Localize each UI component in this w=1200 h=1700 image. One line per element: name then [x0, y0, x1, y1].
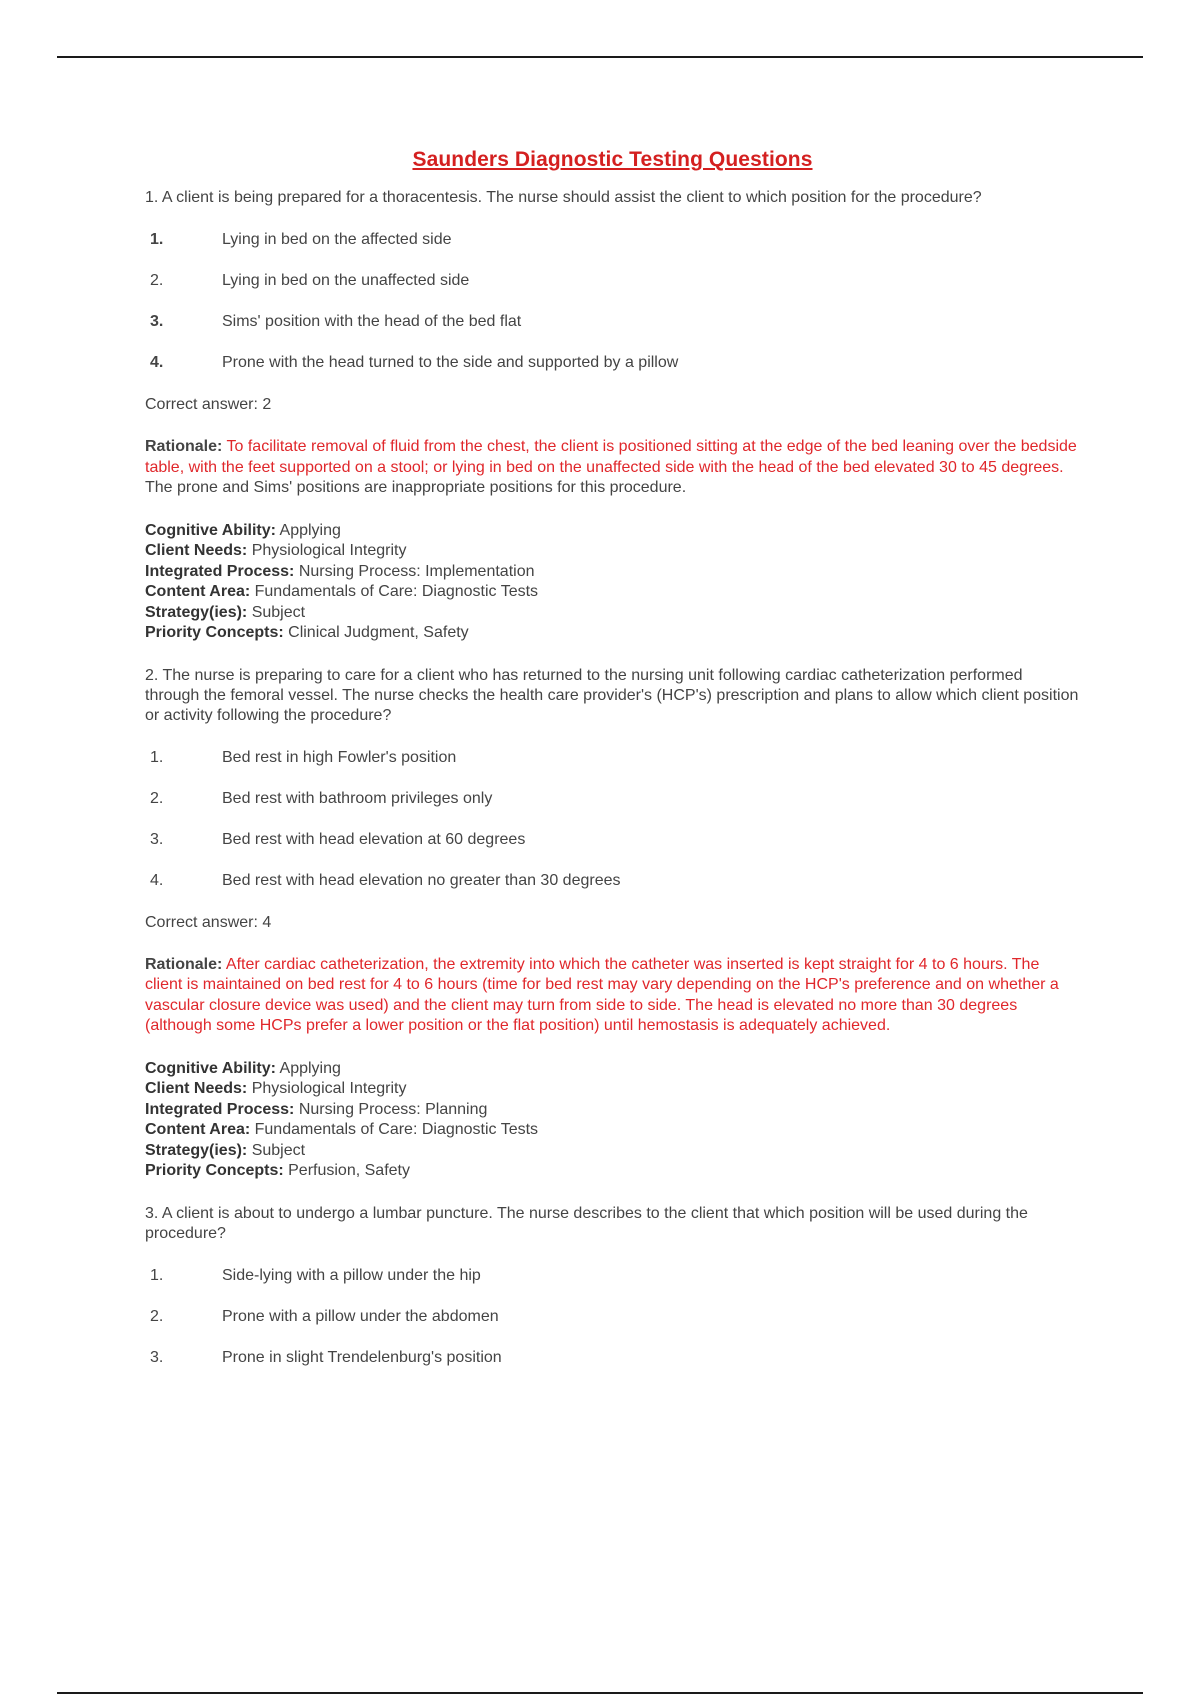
answer-option	[145, 830, 1080, 850]
rationale-label: Rationale:	[145, 955, 223, 973]
question-metadata	[145, 521, 1080, 644]
answer-option	[145, 353, 1080, 373]
meta-row	[145, 1100, 1080, 1121]
meta-key: Content Area:	[145, 583, 251, 600]
rationale-highlight: After cardiac catheterization, the extremity into which the catheter was inserted is kept straight for 4 to 6 hours. The client is maintained on bed rest for 4 to 6 hours (time for bed rest may vary depending on the HCP's preference and on whether a vascular closure device was used) and the client may turn from side to side. The head is elevated no more than 30 degrees (although some HCPs prefer a lower position or the flat position) until hemostasis is adequately achieved.	[145, 955, 1059, 1034]
answer-option	[145, 1266, 1080, 1286]
answer-option	[145, 1348, 1080, 1368]
question-3	[145, 1204, 1080, 1368]
option-text: Bed rest in high Fowler's position	[222, 748, 457, 766]
answer-option	[145, 789, 1080, 809]
meta-row	[145, 1079, 1080, 1100]
document-page	[145, 140, 1080, 1390]
meta-value: Nursing Process: Planning	[294, 1100, 488, 1118]
meta-row	[145, 603, 1080, 624]
answer-option	[145, 312, 1080, 332]
meta-key: Strategy(ies):	[145, 1141, 248, 1159]
option-text: Lying in bed on the affected side	[222, 231, 452, 248]
answer-options	[145, 230, 1080, 373]
option-text: Prone with the head turned to the side and supported by a pillow	[222, 354, 679, 371]
meta-value: Fundamentals of Care: Diagnostic Tests	[250, 583, 539, 600]
meta-row	[145, 582, 1080, 603]
question-2	[145, 666, 1080, 1182]
correct-answer: Correct answer: 4	[145, 913, 272, 931]
document-title: Saunders Diagnostic Testing Questions	[412, 148, 813, 171]
option-text: Side-lying with a pillow under the hip	[222, 1266, 481, 1284]
meta-key: Priority Concepts:	[145, 624, 284, 641]
question-metadata	[145, 1059, 1080, 1182]
answer-option	[145, 748, 1080, 768]
meta-row	[145, 1120, 1080, 1141]
meta-value: Physiological Integrity	[247, 1080, 407, 1097]
option-number: 3.	[150, 1348, 164, 1366]
meta-row	[145, 541, 1080, 562]
meta-key: Integrated Process:	[145, 1100, 295, 1118]
option-number: 2.	[150, 1307, 164, 1325]
meta-key: Integrated Process:	[145, 562, 295, 580]
answer-option	[145, 871, 1080, 891]
meta-value: Fundamentals of Care: Diagnostic Tests	[250, 1121, 539, 1138]
answer-options	[145, 748, 1080, 891]
option-text: Bed rest with head elevation no greater than 30 degrees	[222, 871, 621, 889]
rationale	[145, 437, 1080, 499]
option-number: 2.	[150, 272, 164, 289]
meta-value: Subject	[247, 1141, 306, 1159]
rationale-text: The prone and Sims' positions are inappropriate positions for this procedure.	[145, 479, 687, 496]
meta-row	[145, 1059, 1080, 1080]
option-text: Lying in bed on the unaffected side	[222, 272, 470, 289]
option-number: 3.	[150, 313, 164, 330]
meta-row	[145, 521, 1080, 542]
meta-value: Perfusion, Safety	[283, 1162, 410, 1179]
question-stem: 2. The nurse is preparing to care for a client who has returned to the nursing unit following cardiac catheterization performed through the femoral vessel. The nurse checks the health care provider's (HCP's) prescription and plans to allow which client position or activity following the procedure?	[145, 666, 1079, 724]
question-stem: 3. A client is about to undergo a lumbar puncture. The nurse describes to the client that which position will be used during the procedure?	[145, 1204, 1028, 1242]
meta-key: Content Area:	[145, 1121, 251, 1138]
answer-option	[145, 230, 1080, 250]
answer-option	[145, 1307, 1080, 1327]
meta-key: Client Needs:	[145, 1080, 248, 1097]
meta-value: Subject	[247, 603, 306, 621]
meta-key: Cognitive Ability:	[145, 1059, 276, 1077]
option-number: 3.	[150, 830, 164, 848]
answer-option	[145, 271, 1080, 291]
meta-value: Nursing Process: Implementation	[294, 562, 535, 580]
question-stem: 1. A client is being prepared for a thoracentesis. The nurse should assist the client to which position for the procedure?	[145, 189, 982, 206]
meta-key: Strategy(ies):	[145, 603, 248, 621]
option-text: Sims' position with the head of the bed flat	[222, 313, 522, 330]
rationale-highlight: To facilitate removal of fluid from the chest, the client is positioned sitting at the edge of the bed leaning over the bedside table, with the feet supported on a stool; or lying in bed on the unaffected side with the head of the bed elevated 30 to 45 degrees.	[145, 438, 1077, 476]
meta-key: Cognitive Ability:	[145, 521, 276, 539]
meta-value: Physiological Integrity	[247, 542, 407, 559]
option-text: Bed rest with head elevation at 60 degrees	[222, 830, 526, 848]
meta-value: Applying	[275, 1059, 341, 1077]
meta-row	[145, 1161, 1080, 1182]
meta-row	[145, 562, 1080, 583]
option-text: Prone in slight Trendelenburg's position	[222, 1348, 502, 1366]
answer-options	[145, 1266, 1080, 1368]
rationale-label: Rationale:	[145, 438, 223, 455]
meta-row	[145, 623, 1080, 644]
question-1	[145, 188, 1080, 644]
meta-value: Applying	[275, 521, 341, 539]
correct-answer: Correct answer: 2	[145, 396, 272, 413]
meta-row	[145, 1141, 1080, 1162]
meta-value: Clinical Judgment, Safety	[283, 624, 469, 641]
option-text: Bed rest with bathroom privileges only	[222, 789, 493, 807]
top-rule	[57, 56, 1143, 58]
option-text: Prone with a pillow under the abdomen	[222, 1307, 499, 1325]
meta-key: Priority Concepts:	[145, 1162, 284, 1179]
option-number: 4.	[150, 354, 164, 371]
option-number: 2.	[150, 789, 164, 807]
option-number: 1.	[150, 1266, 164, 1284]
meta-key: Client Needs:	[145, 542, 248, 559]
bottom-rule	[57, 1692, 1143, 1694]
option-number: 4.	[150, 871, 164, 889]
rationale	[145, 955, 1080, 1037]
option-number: 1.	[150, 231, 164, 248]
option-number: 1.	[150, 748, 164, 766]
